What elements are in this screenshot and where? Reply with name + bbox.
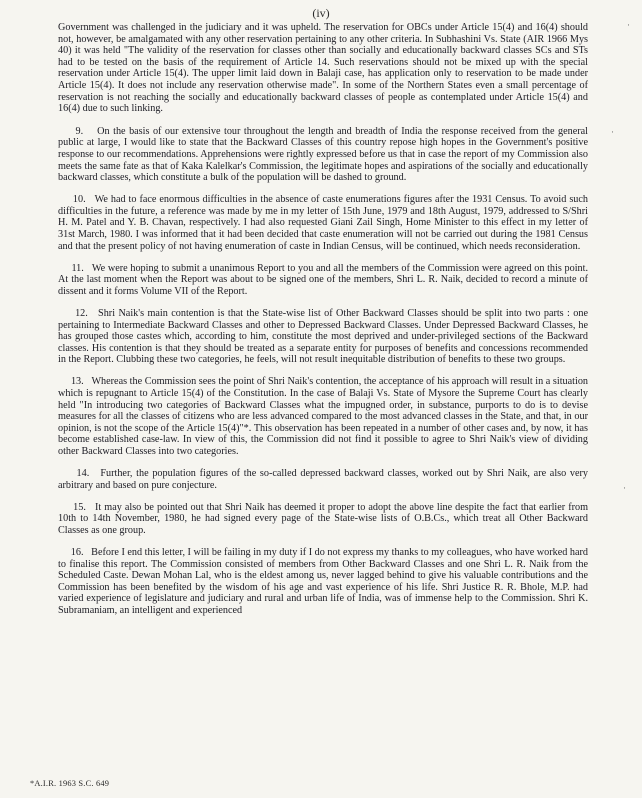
paragraph-12 [58, 308, 588, 366]
paragraph-number: 13. [70, 376, 84, 388]
paragraph-text: Government was challenged in the judiciary and it was upheld. The reservation for OBCs under Article 15(4) and 16(4) should not, however, be amalgamated with any other reservation pertaining to any other criteria. In Subhashini Vs. State (AIR 1966 Mys 40) it was held "The validity of the reservation for classes other than socially and educationally backward classes SCs and STs had to be tested on the basis of the requirement of Article 14. Such reservations should not be mixed up with the special reservation under Article 15(4). The upper limit laid down in Balaji case, has application only to reservation to be made under Article 15(4). It does not include any reservation otherwise made". In some of the Northern States even a small percentage of reservation is not reaching the socially and educationally backward classes of people as contemplated under Article 15(4) and 16(4) due to such linking. [58, 22, 588, 115]
paragraph-number: 11. [71, 262, 84, 274]
paragraph-number: 14. [76, 468, 90, 480]
scan-speck: · [611, 127, 614, 137]
paragraph-continuation [58, 22, 588, 115]
paragraph-text: Further, the population figures of the so-called depressed backward classes, worked out by Shri Naik, are also very arbitrary and based on pure conjecture. [58, 468, 589, 491]
paragraph-13 [58, 376, 588, 457]
paragraph-text: Whereas the Commission sees the point of Shri Naik's contention, the acceptance of his approach will result in a situation which is repugnant to Article 15(4) of the Constitution. In the case of Balaji Vs. State of Mysore the Supreme Court has clearly held "In introducing two categories of Backward Classes what the impugned order, in substance, purports to do is to devise measures for all the classes of citizens who are less advanced compared to the most advanced classes in the State, and that, in our opinion, is not the scope of the Article 15(4)"*. This observation has been repeated in a number of other cases and, by now, it has become established case-law. In view of this, the Commission did not find it possible to agree to Shri Naik's view of dividing other Backward Classes into two categories. [58, 376, 589, 457]
footnote: *A.I.R. 1963 S.C. 649 [30, 779, 110, 788]
page-number: (iv) [312, 6, 330, 20]
paragraph-text: Shri Naik's main contention is that the State-wise list of Other Backward Classes should be split into two parts : one pertaining to Intermediate Backward Classes and other to Depressed Backward Classes. Under Depressed Backward Classes, he has grouped those castes which, according to him, constitute the most deprived and under-privileged sections of the Backward classes. His contention is that they should be treated as a separate entity for purposes of benefits and concessions recommended in the Report. Clubbing these two categories, he feels, will not result inequitable distribution of benefits to these two groups. [58, 307, 589, 366]
letter-body [58, 22, 588, 627]
paragraph-9 [58, 126, 588, 184]
paragraph-number: 10. [72, 194, 86, 206]
paragraph-10 [58, 194, 588, 252]
scan-speck: · [627, 20, 630, 30]
paragraph-14 [58, 468, 588, 491]
scan-speck: · [623, 483, 626, 493]
paragraph-text: We had to face enormous difficulties in the absence of caste enumerations figures after the 1931 Census. To avoid such difficulties in the future, a reference was made by me in my letter of 15th June, 1979 and 18th August, 1979, addressed to S/Shri H. M. Patel and Y. B. Chavan, respectively. I had also requested Giani Zail Singh, Home Minister to this effect in my letter of 31st March, 1980. I was informed that it had been decided that caste enumeration will not be carried out during the 1981 Census and that the present policy of not having enumeration of caste in Indian Census, will be continued, which needs reconsideration. [58, 194, 588, 252]
paragraph-text: We were hoping to submit a unanimous Report to you and all the members of the Commission were agreed on this point. At the last moment when the Report was about to be signed one of the members, Shri L. R. Naik, decided to record a minute of dissent and it forms Volume VII of the Report. [58, 262, 588, 297]
paragraph-number: 16. [70, 547, 84, 559]
paragraph-number: 9. [75, 125, 84, 137]
paragraph-number: 12. [75, 307, 88, 319]
paragraph-16 [58, 547, 588, 617]
paragraph-15 [58, 502, 588, 537]
paragraph-text: It may also be pointed out that Shri Naik has deemed it proper to adopt the above line despite the fact that earlier from 10th to 14th November, 1980, he had signed every page of the State-wise lists of O.B.Cs., which treat all Other Backward Classes as one group. [58, 501, 588, 536]
paragraph-11 [58, 263, 588, 298]
paragraph-text: Before I end this letter, I will be failing in my duty if I do not express my thanks to my colleagues, who have worked hard to finalise this report. The Commission consisted of members from Other Backward Classes and one Shri L. R. Naik from the Scheduled Caste. Dewan Mohan Lal, who is the eldest among us, never lagged behind to give his valuable contributions and the Commission has been benefited by the wisdom of his age and vast experience of his life. Shri Justice R. R. Bhole, M.P. had varied experience of legislature and judiciary and rural and urban life of India, was of immense help to the Commission. Shri K. Subramaniam, an intelligent and experienced [58, 547, 589, 617]
paragraph-number: 15. [73, 501, 86, 513]
paragraph-text: On the basis of our extensive tour throughout the length and breadth of India the response received from the general public at large, I would like to state that the Backward Classes of this country repose high hopes in the Government's positive response to our recommendations. Apprehensions were rightly expressed before us that in case the report of my Commission also meets the same fate as that of Kaka Kalelkar's Commission, the legitimate hopes and aspirations of the socially and educationally backward classes, which constitute a bulk of the population will be dashed to ground. [58, 125, 589, 184]
